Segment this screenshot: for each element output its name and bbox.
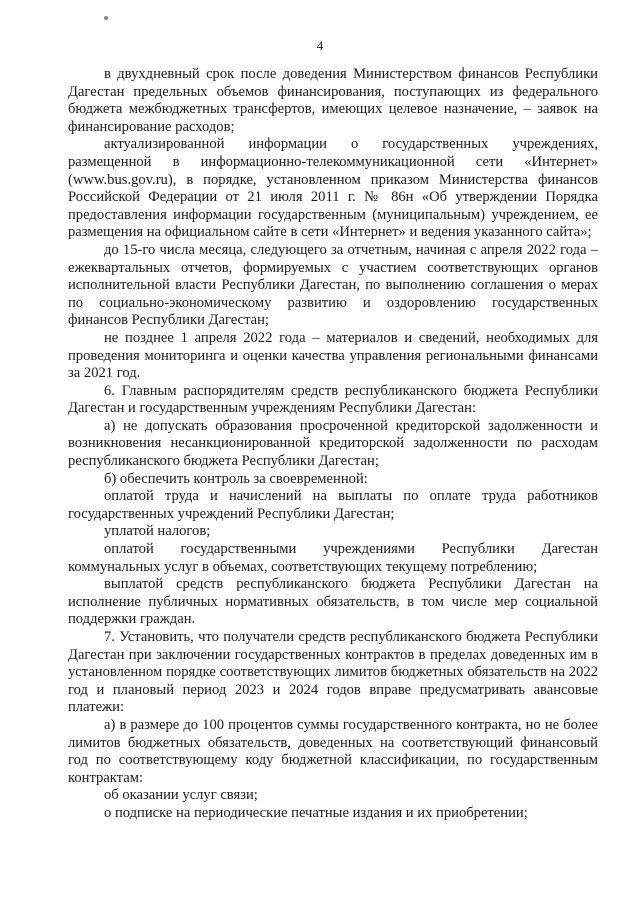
paragraph: актуализированной информации о государственных учреждениях, размещенной в информационно-телекоммуникационной сети «Интернет» (www.bus.gov.ru), в порядке, установленном приказом Министерства финансов Российской Федерации от 21 июля 2011 г. № 86н «Об утверждении Порядка предоставления информации государственным (муниципальным) учреждением, ее размещения на официальном сайте в сети «Интернет» и ведения указанного сайта»;	[68, 136, 598, 241]
paragraph: в двухдневный срок после доведения Министерством финансов Республики Дагестан предельных объемов финансирования, поступающих из федерального бюджета межбюджетных трансфертов, имеющих целевое назначение, – заявок на финансирование расходов;	[68, 66, 598, 135]
page-number: 4	[316, 38, 324, 53]
paragraph: б) обеспечить контроль за своевременной:	[104, 470, 368, 487]
paragraph: а) не допускать образования просроченной кредиторской задолженности и возникновения несанкционированной кредиторской задолженности по расходам республиканского бюджета Республики Дагестан;	[68, 417, 598, 470]
paragraph: не позднее 1 апреля 2022 года – материалов и сведений, необходимых для проведения мониторинга и оценки качества управления региональными финансами за 2021 год.	[68, 329, 598, 382]
paragraph: оплатой труда и начислений на выплаты по оплате труда работников государственных учреждений Республики Дагестан;	[68, 488, 598, 522]
paragraph: о подписке на периодические печатные издания и их приобретении;	[104, 804, 528, 821]
paragraph: 6. Главным распорядителям средств республиканского бюджета Республики Дагестан и государственным учреждениям Республики Дагестан:	[68, 382, 598, 417]
paragraph: а) в размере до 100 процентов суммы государственного контракта, но не более лимитов бюджетных обязательств, доведенных на соответствующий финансовый год по соответствующему коду бюджетной классификации, по государственным контрактам:	[68, 716, 598, 786]
paragraph: до 15-го числа месяца, следующего за отчетным, начиная с апреля 2022 года – ежеквартальных отчетов, формируемых с участием соответствующих органов исполнительной власти Республики Дагестан, по выполнению соглашения о мерах по социально-экономическому развитию и оздоровлению государственных финансов Республики Дагестан;	[68, 241, 598, 329]
scan-mark	[104, 16, 108, 20]
paragraph: выплатой средств республиканского бюджета Республики Дагестан на исполнение публичных нормативных обязательств, в том числе мер социальной поддержки граждан.	[68, 576, 598, 628]
document-body	[68, 66, 598, 823]
paragraph: уплатой налогов;	[104, 523, 211, 540]
paragraph: 7. Установить, что получатели средств республиканского бюджета Республики Дагестан при заключении государственных контрактов в пределах доведенных им в установленном порядке соответствующих лимитов бюджетных обязательств на 2022 год и плановый период 2023 и 2024 годов вправе предусматривать авансовые платежи:	[68, 629, 598, 716]
paragraph: оплатой государственными учреждениями Республики Дагестан коммунальных услуг в объемах, соответствующих текущему потреблению;	[68, 541, 598, 575]
paragraph: об оказании услуг связи;	[104, 787, 258, 804]
